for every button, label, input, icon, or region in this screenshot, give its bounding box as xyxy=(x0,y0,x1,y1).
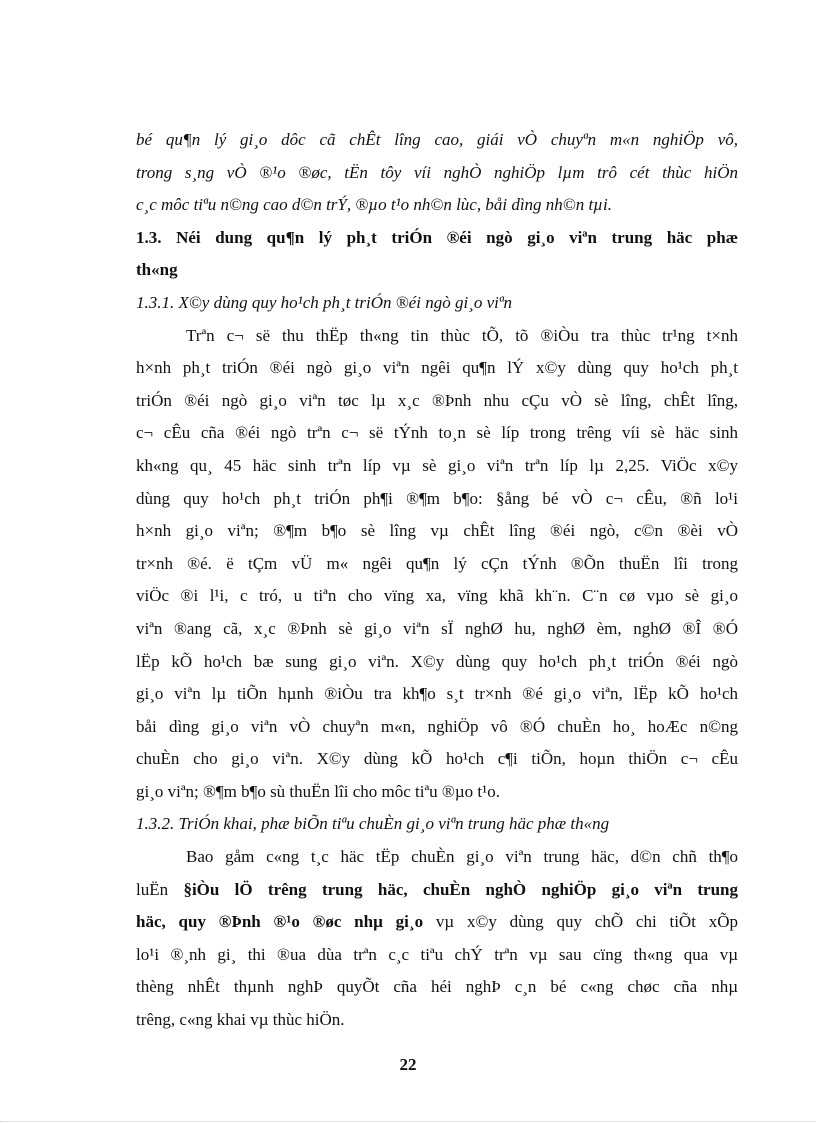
text-line: viªn ®ang cã, x¸c ®Þnh sè gi¸o viªn sÏ nghØ hu, nghØ èm, nghØ ®Î ®Ó xyxy=(136,618,738,638)
bold-text-run: häc, quy ®Þnh ®¹o ®øc nhµ gi¸o xyxy=(136,912,424,932)
text-line: h×nh ph¸t triÓn ®éi ngò gi¸o viªn ngêi qu¶n lÝ x©y dùng quy ho¹ch ph¸t xyxy=(136,358,738,378)
text-run: luËn xyxy=(136,879,184,899)
intro-paragraph xyxy=(136,124,738,222)
text-line: gi¸o viªn lµ tiÕn hµnh ®iÒu tra kh¶o s¸t tr×nh ®é gi¸o viªn, lËp kÕ ho¹ch xyxy=(136,684,738,704)
bold-text-run: §iÒu lÖ trêng trung häc, chuÈn nghÒ nghiÖp gi¸o viªn trung xyxy=(183,879,738,899)
text-line: thèng nhÊt thµnh nghÞ quyÕt cña héi nghÞ c¸n bé c«ng chøc cña nhµ xyxy=(136,977,738,997)
text-line-mixed xyxy=(136,874,738,907)
text-line: tr×nh ®é. ë tÇm vÜ m« ngêi qu¶n lý cÇn tÝnh ®Õn thuËn lîi trong xyxy=(136,553,738,573)
text-line: lo¹i ®¸nh gi¸ thi ®ua dùa trªn c¸c tiªu chÝ trªn vµ sau cïng th«ng qua vµ xyxy=(136,944,738,964)
text-line: triÓn ®éi ngò gi¸o viªn tøc lµ x¸c ®Þnh nhu cÇu vÒ sè lîng, chÊt lîng, xyxy=(136,390,738,410)
text-line: bé qu¶n lý gi¸o dôc cã chÊt lîng cao, giái vÒ chuyªn m«n nghiÖp vô, xyxy=(136,130,738,149)
text-line: chuÈn cho gi¸o viªn. X©y dùng kÕ ho¹ch c¶i tiÕn, hoµn thiÖn c¬ cÊu xyxy=(136,749,738,769)
subsection-1 xyxy=(136,287,738,809)
page-bottom-divider xyxy=(0,1121,816,1122)
page-number: 22 xyxy=(399,1055,417,1074)
text-line: trêng, c«ng khai vµ thùc hiÖn. xyxy=(136,1010,345,1030)
text-line: dùng quy ho¹ch ph¸t triÓn ph¶i ®¶m b¶o: §ång bé vÒ c¬ cÊu, ®ñ lo¹i xyxy=(136,488,738,508)
text-run: vµ x©y dùng quy chÕ chi tiÕt xÕp xyxy=(423,912,738,932)
subsection-1-title: 1.3.1. X©y dùng quy ho¹ch ph¸t triÓn ®éi ngò gi¸o viªn xyxy=(136,292,513,312)
subsection-2 xyxy=(136,808,738,1036)
text-line: c¬ cÊu cña ®éi ngò trªn c¬ së tÝnh to¸n sè líp trong trêng víi sè häc sinh xyxy=(136,423,738,443)
heading-line: th«ng xyxy=(136,260,178,280)
text-line: Bao gåm c«ng t¸c häc tËp chuÈn gi¸o viªn trung häc, d©n chñ th¶o xyxy=(186,847,738,867)
text-line: lËp kÕ ho¹ch bæ sung gi¸o viªn. X©y dùng quy ho¹ch ph¸t triÓn ®éi ngò xyxy=(136,651,738,671)
text-line: båi dìng gi¸o viªn vÒ chuyªn m«n, nghiÖp vô ®Ó chuÈn ho¸ hoÆc n©ng xyxy=(136,716,738,736)
text-line: trong s¸ng vÒ ®¹o ®øc, tËn tôy víi nghÒ nghiÖp lµm trô cét thùc hiÖn xyxy=(136,162,738,182)
text-line-mixed xyxy=(136,906,738,939)
subsection-2-title: 1.3.2. TriÓn khai, phæ biÕn tiªu chuÈn gi¸o viªn trung häc phæ th«ng xyxy=(136,814,610,834)
text-line: gi¸o viªn; ®¶m b¶o sù thuËn lîi cho môc tiªu ®µo t¹o. xyxy=(136,781,500,801)
text-line: Trªn c¬ së thu thËp th«ng tin thùc tÕ, tõ ®iÒu tra thùc tr¹ng t×nh xyxy=(186,325,738,345)
text-line: kh«ng qu¸ 45 häc sinh trªn líp vµ sè gi¸o viªn trªn líp lµ 2,25. ViÖc x©y xyxy=(136,455,738,475)
text-line: c¸c môc tiªu n©ng cao d©n trÝ, ®µo t¹o nh©n lùc, båi dìng nh©n tµi. xyxy=(136,195,612,215)
heading-line: 1.3. Néi dung qu¶n lý ph¸t triÓn ®éi ngò gi¸o viªn trung häc phæ xyxy=(136,227,738,247)
section-heading xyxy=(136,222,738,287)
text-line: viÖc ®i l¹i, c tró, u tiªn cho vïng xa, vïng khã kh¨n. C¨n cø vµo sè gi¸o xyxy=(136,586,738,606)
text-line: h×nh gi¸o viªn; ®¶m b¶o sè lîng vµ chÊt lîng ®éi ngò, c©n ®èi vÒ xyxy=(136,521,738,541)
document-page xyxy=(136,124,738,1037)
